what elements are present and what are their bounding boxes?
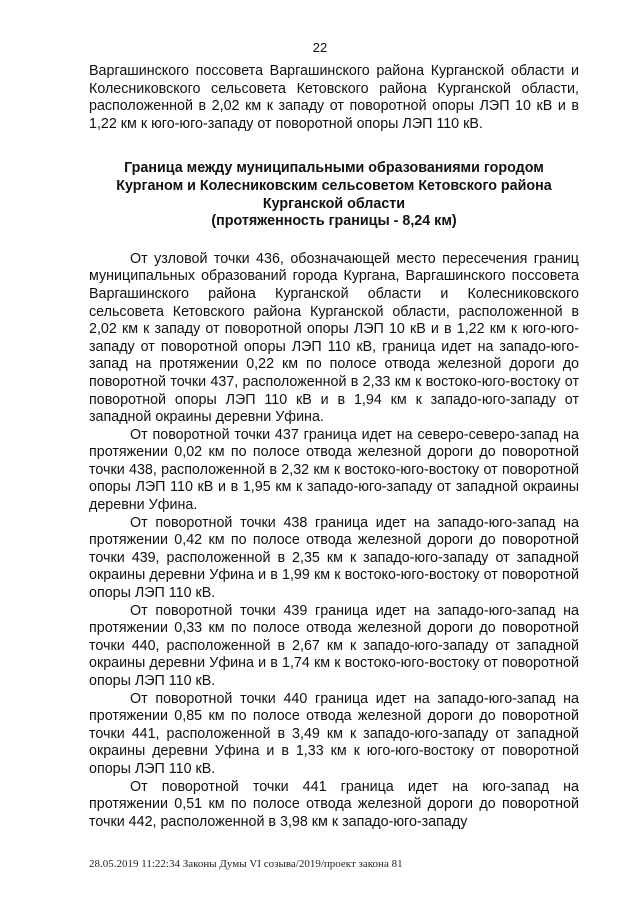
paragraph-438: От поворотной точки 438 граница идет на западо-юго-запад на протяжении 0,42 км по полосе отвода железной дороги до поворотной точки 439, расположенной в 2,35 км к западо-юго-западу от западной окраины деревни Уфина и в 1,99 км к востоко-юго-востоку от поворотной опоры ЛЭП 110 кВ. [89,514,579,602]
paragraph-437: От поворотной точки 437 граница идет на северо-северо-запад на протяжении 0,02 км по полосе отвода железной дороги до поворотной точки 438, расположенной в 2,32 км к востоко-юго-востоку от поворотной опоры ЛЭП 110 кВ и в 1,95 км к западо-юго-западу от западной окраины деревни Уфина. [89,426,579,514]
heading-line-1: Граница между муниципальными образованиями городом [124,160,544,177]
footer-file-path: 28.05.2019 11:22:34 Законы Думы VI созыва/2019/проект закона 81 [89,858,403,870]
heading-line-4: (протяженность границы - 8,24 км) [211,213,457,230]
document-body [89,63,579,831]
paragraph-439: От поворотной точки 439 граница идет на западо-юго-запад на протяжении 0,33 км по полосе отвода железной дороги до поворотной точки 440, расположенной в 2,67 км к западо-юго-западу от западной окраины деревни Уфина и в 1,74 км к востоко-юго-востоку от поворотной опоры ЛЭП 110 кВ. [89,602,579,689]
paragraph-440: От поворотной точки 440 граница идет на западо-юго-запад на протяжении 0,85 км по полосе отвода железной дороги до поворотной точки 441, расположенной в 3,49 км к западо-юго-западу от западной окраины деревни Уфина и в 1,33 км к юго-юго-востоку от поворотной опоры ЛЭП 110 кВ. [89,690,579,777]
page-number: 22 [312,40,328,55]
intro-paragraph: Варгашинского поссовета Варгашинского района Курганской области и Колесниковского сельсовета Кетовского района Курганской области, расположенной в 2,02 км к западу от поворотной опоры ЛЭП 10 кВ и в 1,22 км к юго-юго-западу от поворотной опоры ЛЭП 110 кВ. [89,63,579,132]
heading-line-3: Курганской области [262,195,406,212]
heading-line-2: Курганом и Колесниковским сельсоветом Кетовского района [116,177,552,194]
paragraph-436: От узловой точки 436, обозначающей место пересечения границ муниципальных образований города Кургана, Варгашинского поссовета Варгашинского района Курганской области и Колесниковского сельсовета Кетовского района Курганской области, расположенной в 2,02 км к западу от поворотной опоры ЛЭП 10 кВ и в 1,22 км к юго-юго-западу от поворотной опоры ЛЭП 110 кВ, граница идет на западо-юго-запад на протяжении 0,22 км по полосе отвода железной дороги до поворотной точки 437, расположенной в 2,33 км к востоко-юго-востоку от поворотной опоры ЛЭП 110 кВ и в 1,94 км к западо-юго-западу от западной окраины деревни Уфина. [89,250,579,426]
paragraph-441: От поворотной точки 441 граница идет на юго-запад на протяжении 0,51 км по полосе отвода железной дороги до поворотной точки 442, расположенной в 3,98 км к западо-юго-западу [89,778,579,830]
section-heading [89,160,579,230]
